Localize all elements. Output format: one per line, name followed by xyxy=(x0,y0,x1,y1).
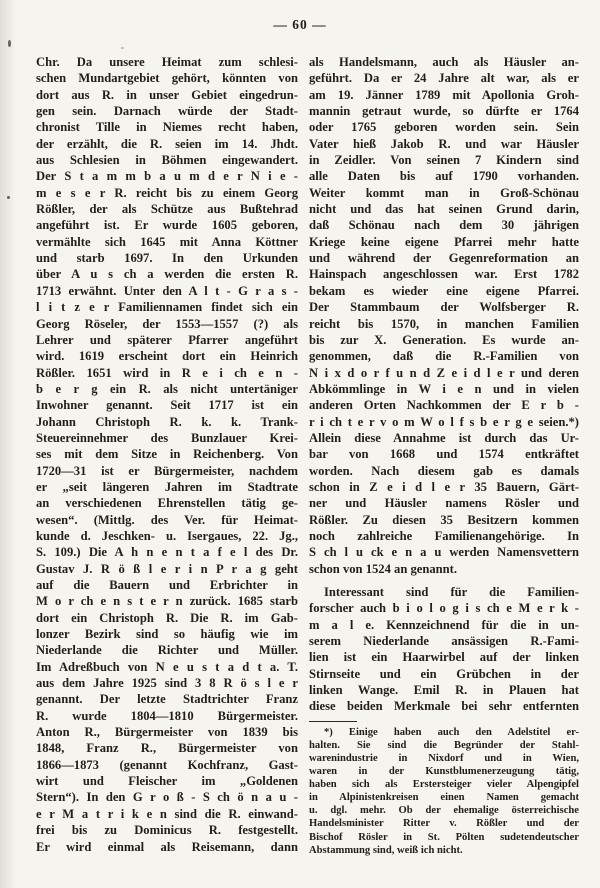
text-line: Niederlande die Richter und Müller. xyxy=(36,643,298,658)
text-line: Lehrer und späterer Pfarrer angeführt xyxy=(36,332,298,347)
text-line: chronist Tille in Niemes recht haben, xyxy=(36,120,298,135)
text-line: 1866—1873 (genannt Kochfranz, Gast- xyxy=(36,757,298,772)
text-line: b e r g ein R. als nicht untertäniger xyxy=(36,381,298,396)
text-line: ner und Häusler namens Rösler und xyxy=(309,496,579,511)
text-line: bis zur X. Generation. Es wurde an- xyxy=(309,332,579,347)
text-line: lonzer Bezirk sind so häufig wie im xyxy=(36,627,298,642)
text-line: l i t z e r Familiennamen findet sich ein xyxy=(36,300,298,315)
text-line: er „seit längeren Jahren im Stadtrate xyxy=(36,479,298,494)
text-line: Hainspach angeschlossen war. Erst 1782 xyxy=(309,267,579,282)
text-line: M o r ch e n s t e r n zurück. 1685 starb xyxy=(36,594,298,609)
text-line: Rößler. Zu diesen 35 Besitzern kommen xyxy=(309,512,579,527)
text-line: *) Einige haben auch den Adelstitel er- xyxy=(324,726,579,738)
text-line: Kriege keine eigene Pfarrei mehr hatte xyxy=(309,234,579,249)
text-line: alle Daten bis auf 1790 vorhanden. xyxy=(309,169,579,184)
text-line: über A u s ch a werden die ersten R. xyxy=(36,267,298,282)
text-line: noch zahlreiche Familienangehörige. In xyxy=(309,528,579,543)
text-line: genommen, daß die R.-Familien von xyxy=(309,349,579,364)
text-line: der erzählt, die R. seien im 14. Jhdt. xyxy=(36,136,298,151)
text-line: als Handelsmann, auch als Häusler an- xyxy=(309,55,579,69)
scan-speck xyxy=(121,47,124,49)
text-line: 1720—31 ist er Bürgermeister, nachdem xyxy=(36,463,298,478)
text-line: bar von 1668 und 1574 entkräftet xyxy=(309,447,579,462)
text-line: wesen“. (Mittlg. des Ver. für Heimat- xyxy=(36,512,298,527)
text-line: Allein diese Annahme ist durch das Ur- xyxy=(309,430,579,445)
text-line: warenindustrie in Nixdorf und in Wien, xyxy=(309,752,579,764)
text-line: Vater hieß Jakob R. und war Häusler xyxy=(309,136,579,151)
text-line: u. dgl. mehr. Ob der ehemalige österreichische xyxy=(309,805,579,817)
text-line: in Zeidler. Von seinen 7 Kindern sind xyxy=(309,153,579,168)
footnote-block xyxy=(309,726,579,857)
text-line: S ch l u ck e n a u werden Namensvettern xyxy=(309,545,579,560)
paragraph xyxy=(309,584,579,715)
text-line: lien ist ein Haarwirbel auf der linken xyxy=(309,650,579,665)
text-line: nicht und das hat seinen Grund darin, xyxy=(309,202,579,217)
text-line: Im Adreßbuch von N e u s t a d t a. T. xyxy=(36,659,298,674)
text-line: Anton R., Bürgermeister von 1839 bis xyxy=(36,725,298,740)
text-line: Handelsminister Ritter v. Rößler und der xyxy=(309,818,579,830)
text-line: geführt. Da er 24 Jahre alt war, als er xyxy=(309,71,579,86)
text-line: ses mit dem Sitze in Reichenberg. Von xyxy=(36,447,298,462)
text-line: und starb 1697. In den Urkunden xyxy=(36,251,298,266)
text-line: Er wird einmal als Reisemann, dann xyxy=(36,839,298,854)
scan-speck xyxy=(7,196,10,199)
text-line: Rößler, der als Schütze aus Bußtehrad xyxy=(36,202,298,217)
text-line: gen sein. Darnach würde der Stadt- xyxy=(36,104,298,119)
text-line: schon von 1524 an genannt. xyxy=(309,561,458,576)
text-line: kunde d. Jeschken- u. Isergaues, 22. Jg., xyxy=(36,528,298,543)
text-line: dort ein Christoph R. Die R. im Gab- xyxy=(36,610,298,625)
footnote-divider xyxy=(309,721,357,722)
text-line: Gustav J. R ö ß l e r i n P r a g geht xyxy=(36,561,298,576)
text-line: haben sich als Erstersteiger vieler Alpengipfel xyxy=(309,779,579,791)
text-line: 1713 erwähnt. Unter den A l t - G r a s - xyxy=(36,283,298,298)
text-line: Stirnseite und ein Grübchen in der xyxy=(309,666,579,681)
text-line: daß Schönau nach dem 30 jährigen xyxy=(309,218,579,233)
text-line: aus dem Jahre 1925 sind 3 8 R ö s l e r xyxy=(36,676,298,691)
text-line: wird. 1619 erscheint dort ein Heinrich xyxy=(36,349,298,364)
text-line: 1848, Franz R., Bürgermeister von xyxy=(36,741,298,756)
text-line: in Alpinistenkreisen einen Namen gemacht xyxy=(309,792,579,804)
text-line: Interessant sind für die Familien- xyxy=(324,585,579,599)
text-columns xyxy=(36,54,579,857)
text-line: Abstammung sind, weiß ich nicht. xyxy=(309,844,463,856)
text-line: m e s e r R. reicht bis zu einem Georg xyxy=(36,185,298,200)
text-line: Bischof Rösler in St. Pölten sudetendeutscher xyxy=(309,831,579,843)
text-line: halten. Sie sind die Begründer der Stahl- xyxy=(309,739,579,751)
text-line: m a l e. Kennzeichnend für die in un- xyxy=(309,617,579,632)
text-line: r i ch t e r v o m W o l f s b e r g e seien.*) xyxy=(309,414,579,429)
text-line: forscher auch b i o l o g i s ch e M e r k - xyxy=(309,601,579,616)
text-line: Stern“). In den G r o ß - S ch ö n a u - xyxy=(36,790,298,805)
text-line: waren in der Kunstblumenerzeugung tätig, xyxy=(309,766,579,778)
text-line: bekam es wieder eine eigene Pfarrei. xyxy=(309,283,579,298)
scan-speck xyxy=(8,40,11,47)
text-line: Rößler. 1651 wird in R e i ch e n - xyxy=(36,365,298,380)
text-line: Abkömmlinge in W i e n und in vielen xyxy=(309,381,579,396)
text-line: am 19. Jänner 1789 mit Apollonia Groh- xyxy=(309,87,579,102)
text-line: angeführt ist. Er wurde 1605 geboren, xyxy=(36,218,298,233)
text-line: wirt und Fleischer im „Goldenen xyxy=(36,774,298,789)
text-line: reicht bis 1570, in manchen Familien xyxy=(309,316,579,331)
text-line: linken Wange. Emil R. in Plauen hat xyxy=(309,683,579,698)
text-line: anderen Orten Nachkommen der E r b - xyxy=(309,398,579,413)
text-line: schon in Z e i d l e r 35 Bauern, Gärt- xyxy=(309,479,579,494)
text-line: dort aus R. in unser Gebiet eingedrun- xyxy=(36,87,298,102)
text-line: auf die Bauern und Erbrichter in xyxy=(36,578,298,592)
text-line: Der Stammbaum der Wolfsberger R. xyxy=(309,300,579,315)
text-line: schen Mundartgebiet gehört, könnten von xyxy=(36,71,298,86)
text-line: S. 109.) Die A h n e n t a f e l des Dr. xyxy=(36,545,298,560)
text-line: Johann Christoph R. k. k. Trank- xyxy=(36,414,298,429)
column-right xyxy=(309,54,579,857)
text-line: Inwohner genannt. Seit 1717 ist ein xyxy=(36,398,298,413)
text-line: an verschiedenen Ehrenstellen tätig ge- xyxy=(36,496,298,511)
text-line: mannin getraut wurde, so dürfte er 1764 xyxy=(309,104,579,119)
text-line: Der S t a m m b a u m d e r N i e - xyxy=(36,169,298,184)
text-line: Georg Röseler, der 1553—1557 (?) als xyxy=(36,316,298,331)
column-left xyxy=(36,54,298,855)
text-line: oder 1765 geboren worden sein. Sein xyxy=(309,120,579,135)
text-line: Chr. Da unsere Heimat zum schlesi- xyxy=(36,55,298,69)
text-line: und während der Gegenreformation an xyxy=(309,251,579,266)
text-line: Weiter kommt man in Groß-Schönau xyxy=(309,185,579,200)
text-line: genannt. Der letzte Stadtrichter Franz xyxy=(36,692,298,707)
text-line: vermählte sich 1645 mit Anna Köttner xyxy=(36,234,298,249)
page-number: — 60 — xyxy=(273,17,327,32)
text-line: worden. Nach diesem gab es damals xyxy=(309,463,579,478)
paragraph xyxy=(36,54,298,855)
text-line: serem Niederlande ansässigen R.-Fami- xyxy=(309,634,579,649)
scan-edge-shadow xyxy=(0,0,16,888)
paragraph xyxy=(309,54,579,577)
text-line: frei bis zu Dominicus R. festgestellt. xyxy=(36,823,298,838)
text-line: diese beiden Merkmale bei sehr entfernten xyxy=(309,699,579,714)
text-line: N i x d o r f u n d Z e i d l e r und deren xyxy=(309,365,579,380)
text-line: aus Schlesien in Böhmen eingewandert. xyxy=(36,153,298,168)
text-line: Steuereinnehmer des Bunzlauer Krei- xyxy=(36,430,298,445)
text-line: e r M a t r i k e n sind die R. einwand- xyxy=(36,806,298,821)
text-line: R. wurde 1804—1810 Bürgermeister. xyxy=(36,708,298,723)
